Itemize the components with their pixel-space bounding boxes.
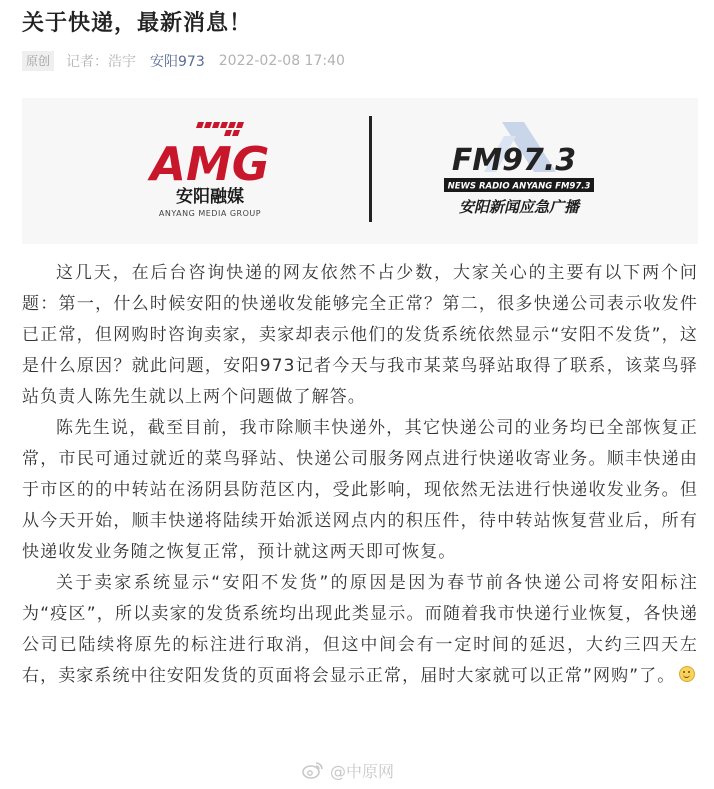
svg-text:FM97.3: FM97.3 bbox=[451, 143, 577, 178]
article-paragraph-3-text: 关于卖家系统显示“安阳不发货”的原因是因为春节前各快递公司将安阳标注为“疫区”，所以卖家的发货系统均出现此类显示。而随着我市快递行业恢复，各快递公司已陆续将原先的标注进行取消，但这中间会有一定时间的延迟，大约三四天左右，卖家系统中往安阳发货的页面将会显示正常，届时大家就可以正常”网购”了。 bbox=[22, 573, 698, 686]
article-paragraph-2: 陈先生说，截至目前，我市除顺丰快递外，其它快递公司的业务均已全部恢复正常，市民可通过就近的菜鸟驿站、快递公司服务网点进行快递收寄业务。顺丰快递由于市区的的中转站在汤阴县防范区内，受此影响，现依然无法进行快递收发业务。但从今天开始，顺丰快递将陆续开始派送网点内的积压件，待中转站恢复营业后，所有快递收发业务随之恢复正常，预计就这两天即可恢复。 bbox=[22, 418, 698, 562]
article-paragraph-1: 这几天，在后台咨询快递的网友依然不占少数，大家关心的主要有以下两个问题：第一，什么时候安阳的快递收发能够完全正常？第二，很多快递公司表示收发件已正常，但网购时咨询卖家，卖家却表示他们的发货系统依然显示“安阳不发货”，这是什么原因？就此问题，安阳973记者今天与我市某菜鸟驿站取得了联系，该菜鸟驿站负责人陈先生就以上两个问题做了解答。 bbox=[22, 263, 698, 407]
amg-logo bbox=[130, 120, 290, 220]
watermark-text: @中原网 bbox=[330, 761, 395, 781]
svg-text:AMG: AMG bbox=[150, 137, 270, 191]
article-body bbox=[22, 258, 698, 692]
smile-emoji-icon bbox=[679, 666, 695, 682]
svg-text:NEWS RADIO ANYANG FM97.3: NEWS RADIO ANYANG FM97.3 bbox=[447, 181, 591, 192]
banner-divider bbox=[369, 116, 372, 222]
article-title: 关于快递，最新消息！ bbox=[22, 11, 253, 36]
reporter-name: 记者：浩宇 bbox=[66, 54, 137, 70]
account-link[interactable]: 安阳973 bbox=[150, 54, 205, 70]
publish-datetime: 2022-02-08 17:40 bbox=[218, 53, 345, 69]
fm-radio-logo bbox=[424, 116, 604, 224]
weibo-icon bbox=[302, 761, 324, 779]
original-badge: 原创 bbox=[22, 51, 54, 71]
svg-text:ANYANG MEDIA GROUP: ANYANG MEDIA GROUP bbox=[158, 209, 262, 218]
svg-text:安阳融媒: 安阳融媒 bbox=[176, 187, 244, 207]
article-meta bbox=[22, 50, 345, 72]
watermark bbox=[302, 757, 394, 783]
article-paragraph-3 bbox=[22, 568, 698, 692]
svg-text:安阳新闻应急广播: 安阳新闻应急广播 bbox=[458, 198, 580, 216]
banner-image bbox=[22, 98, 698, 244]
